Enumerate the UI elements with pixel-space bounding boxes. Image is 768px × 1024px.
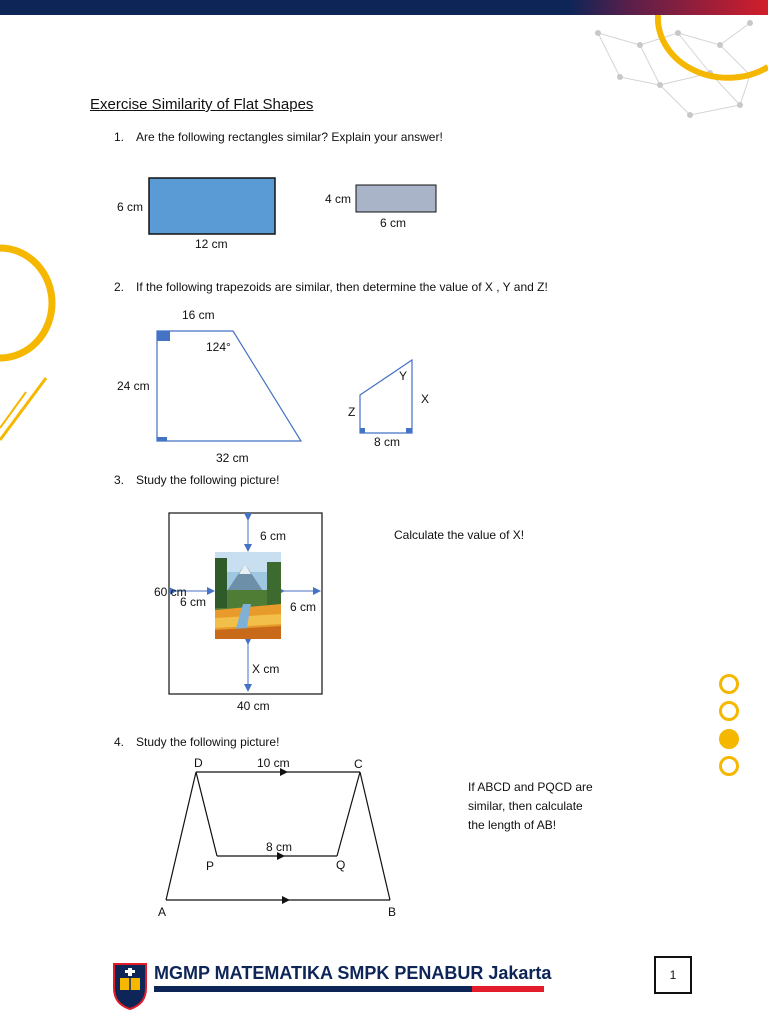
left-decoration — [0, 240, 60, 450]
right-gap-label: 6 cm — [290, 600, 317, 614]
ring-decoration — [719, 674, 739, 694]
trapezoid-abcd-figure — [150, 752, 410, 927]
vertex-a-label: A — [158, 905, 167, 919]
segment-dp — [196, 772, 217, 856]
prompt-line: similar, then calculate — [468, 799, 583, 813]
small-bottom-label: 8 cm — [374, 435, 401, 449]
y-label: Y — [399, 369, 408, 383]
rect2-width-label: 6 cm — [380, 216, 407, 230]
landscape-painting — [215, 552, 281, 639]
right-angle-marker — [157, 437, 167, 441]
ring-decoration — [719, 701, 739, 721]
vertex-c-label: C — [354, 757, 363, 771]
question-number: 3. — [114, 473, 125, 487]
vertex-b-label: B — [388, 905, 397, 919]
school-crest-logo — [110, 962, 150, 1010]
right-angle-marker — [406, 428, 412, 433]
vertex-p-label: P — [206, 859, 215, 873]
small-rectangle — [356, 185, 436, 212]
question-text: If the following trapezoids are similar, then determine the value of X , Y and Z! — [136, 280, 548, 294]
rect1-height-label: 6 cm — [117, 200, 144, 214]
left-gap-label: 6 cm — [180, 595, 207, 609]
question-4 — [114, 735, 279, 749]
large-rectangle — [149, 178, 275, 234]
question-text: Are the following rectangles similar? Explain your answer! — [136, 130, 443, 144]
frame-height-label: 60 cm — [154, 585, 187, 599]
footer-organization: MGMP MATEMATIKA SMPK PENABUR Jakarta — [154, 963, 552, 983]
question-number: 1. — [114, 130, 125, 144]
segment-da — [166, 772, 196, 900]
filled-dot-decoration — [719, 729, 739, 749]
network-decoration — [580, 15, 768, 130]
trapezoids-figure — [100, 300, 460, 470]
pq-length-label: 8 cm — [266, 840, 293, 854]
footer-line — [154, 986, 472, 992]
right-angle-marker — [157, 331, 170, 341]
prompt-line: the length of AB! — [468, 818, 557, 832]
frame-width-label: 40 cm — [237, 699, 270, 713]
left-side-label: 24 cm — [117, 379, 150, 393]
vertex-q-label: Q — [336, 858, 346, 872]
top-gap-label: 6 cm — [260, 529, 287, 543]
question-1 — [114, 130, 443, 144]
header-bar — [0, 0, 768, 15]
question-text: Study the following picture! — [136, 473, 280, 487]
segment-cb — [360, 772, 390, 900]
top-side-label: 16 cm — [182, 308, 215, 322]
question-4-prompt — [468, 778, 593, 835]
x-label: X — [421, 392, 430, 406]
z-label: Z — [348, 405, 356, 419]
prompt-line: If ABCD and PQCD are — [468, 780, 593, 794]
question-2 — [114, 280, 548, 294]
page-title: Exercise Similarity of Flat Shapes — [90, 96, 314, 113]
rect1-width-label: 12 cm — [195, 237, 228, 251]
question-number: 2. — [114, 280, 125, 294]
question-3 — [114, 473, 279, 487]
bottom-gap-label: X cm — [252, 662, 280, 676]
page-number: 1 — [654, 956, 692, 994]
angle-label: 124° — [206, 340, 231, 354]
rect2-height-label: 4 cm — [325, 192, 352, 206]
vertex-d-label: D — [194, 756, 203, 770]
ring-decoration — [719, 756, 739, 776]
rectangles-figure — [100, 170, 450, 255]
question-3-prompt: Calculate the value of X! — [394, 528, 525, 542]
question-text: Study the following picture! — [136, 735, 280, 749]
dc-length-label: 10 cm — [257, 756, 290, 770]
right-angle-marker — [360, 428, 365, 433]
segment-cq — [337, 772, 360, 856]
footer-line-accent — [472, 986, 544, 992]
bottom-side-label: 32 cm — [216, 451, 249, 465]
question-number: 4. — [114, 735, 125, 749]
